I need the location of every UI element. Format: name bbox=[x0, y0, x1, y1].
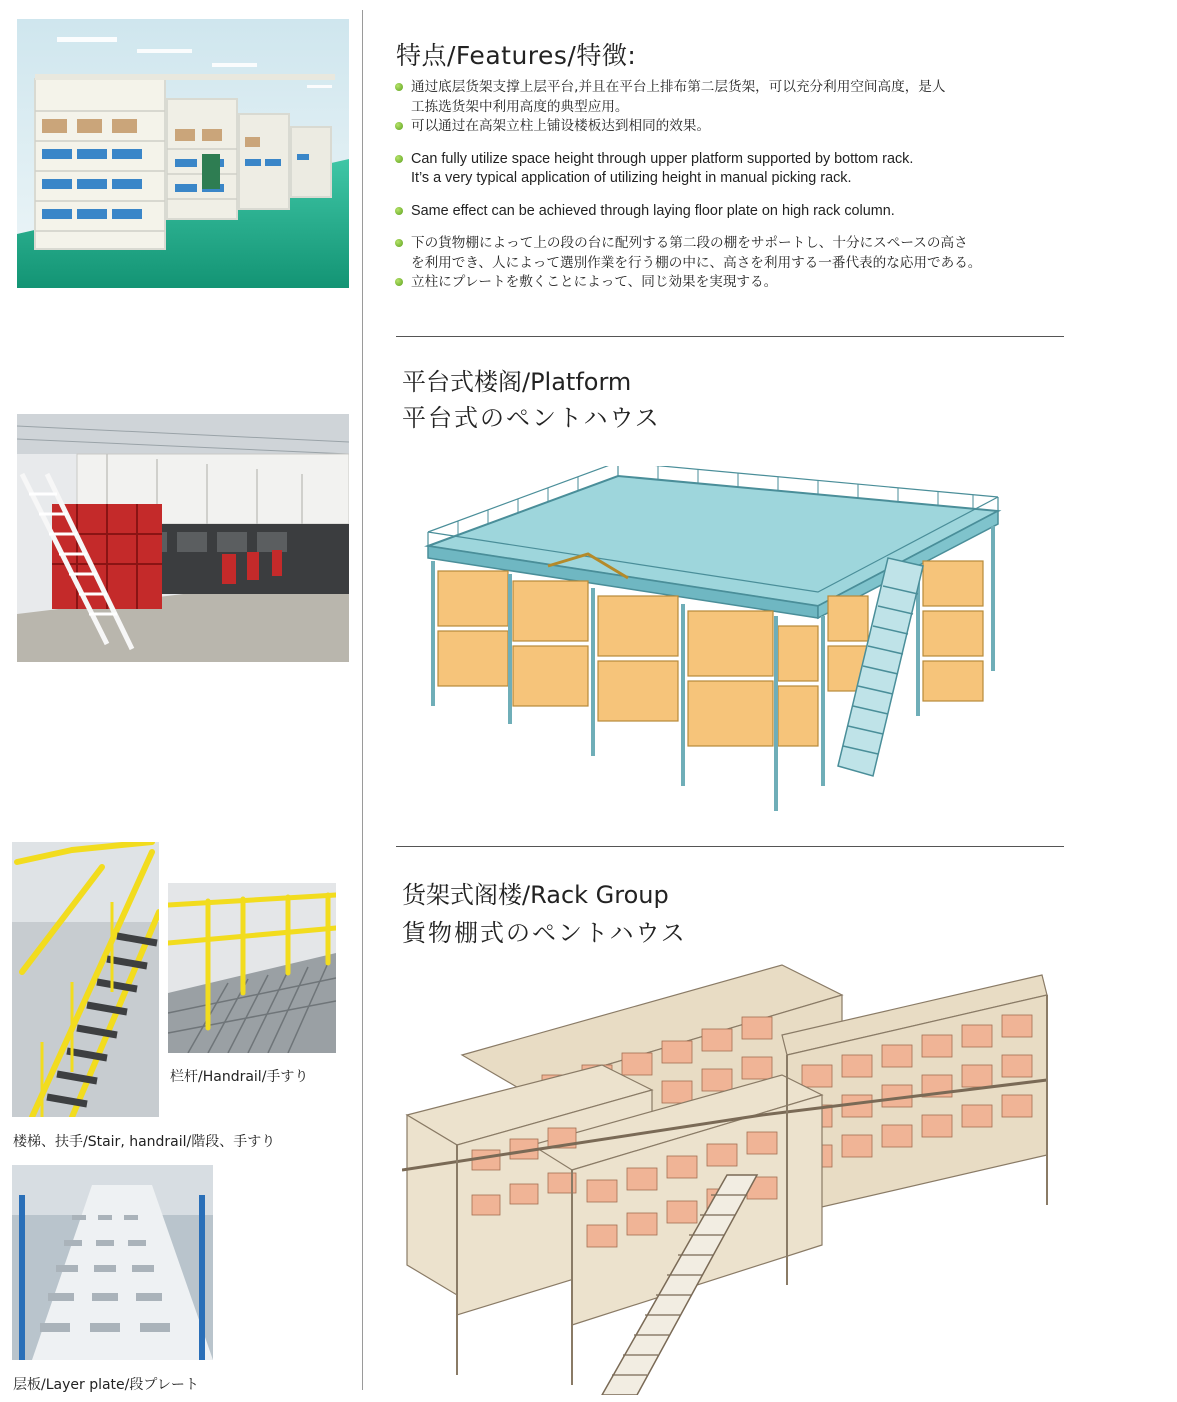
bullet-jp-1a: 下の貨物棚によって上の段の台に配列する第二段の棚をサポートし、十分にスペースの高さ bbox=[393, 234, 1083, 254]
section-rule-1 bbox=[396, 336, 1064, 337]
layer-plate-caption: 层板/Layer plate/段プレート bbox=[13, 1377, 199, 1393]
bullet-en-1b: It’s a very typical application of utilizing height in manual picking rack. bbox=[411, 170, 852, 186]
features-list bbox=[393, 78, 1083, 293]
handrail-photo bbox=[168, 883, 336, 1053]
bullet-jp-2: 立柱にプレートを敷くことによって、同じ効果を実現する。 bbox=[393, 273, 1083, 293]
platform-title: 平台式楼阁/Platform bbox=[402, 368, 632, 396]
warehouse-photo-red-stairs bbox=[17, 414, 349, 662]
stair-handrail-photo bbox=[12, 842, 159, 1117]
stair-caption: 楼梯、扶手/Stair, handrail/階段、手すり bbox=[13, 1134, 276, 1150]
bullet-en-1a: Can fully utilize space height through upper platform supported by bottom rack. bbox=[393, 150, 1083, 170]
platform-title-jp: 平台式のペントハウス bbox=[402, 404, 661, 432]
rack-group-title-jp: 貨物棚式のペントハウス bbox=[402, 919, 687, 947]
bullet-cn-1a: 通过底层货架支撑上层平台,并且在平台上排布第二层货架，可以充分利用空间高度，是人 bbox=[393, 78, 1083, 98]
rack-group-illustration bbox=[402, 955, 1052, 1395]
features-heading: 特点/Features/特徴: bbox=[396, 41, 637, 70]
platform-illustration bbox=[418, 466, 1008, 824]
bullet-cn-2: 可以通过在高架立柱上铺设楼板达到相同的效果。 bbox=[393, 117, 1083, 137]
handrail-caption: 栏杆/Handrail/手すり bbox=[170, 1069, 309, 1085]
bullet-jp-1b: を利用でき、人によって選別作業を行う棚の中に、高さを利用する一番代表的な応用である。 bbox=[411, 254, 982, 271]
section-rule-2 bbox=[396, 846, 1064, 847]
column-divider bbox=[362, 10, 363, 1390]
bullet-en-2: Same effect can be achieved through laying floor plate on high rack column. bbox=[393, 202, 1083, 222]
bullet-cn-1b: 工拣选货架中利用高度的典型应用。 bbox=[411, 98, 629, 115]
rack-group-title: 货架式阁楼/Rack Group bbox=[402, 881, 669, 909]
layer-plate-photo bbox=[12, 1165, 213, 1360]
warehouse-photo-green-floor bbox=[17, 19, 349, 288]
